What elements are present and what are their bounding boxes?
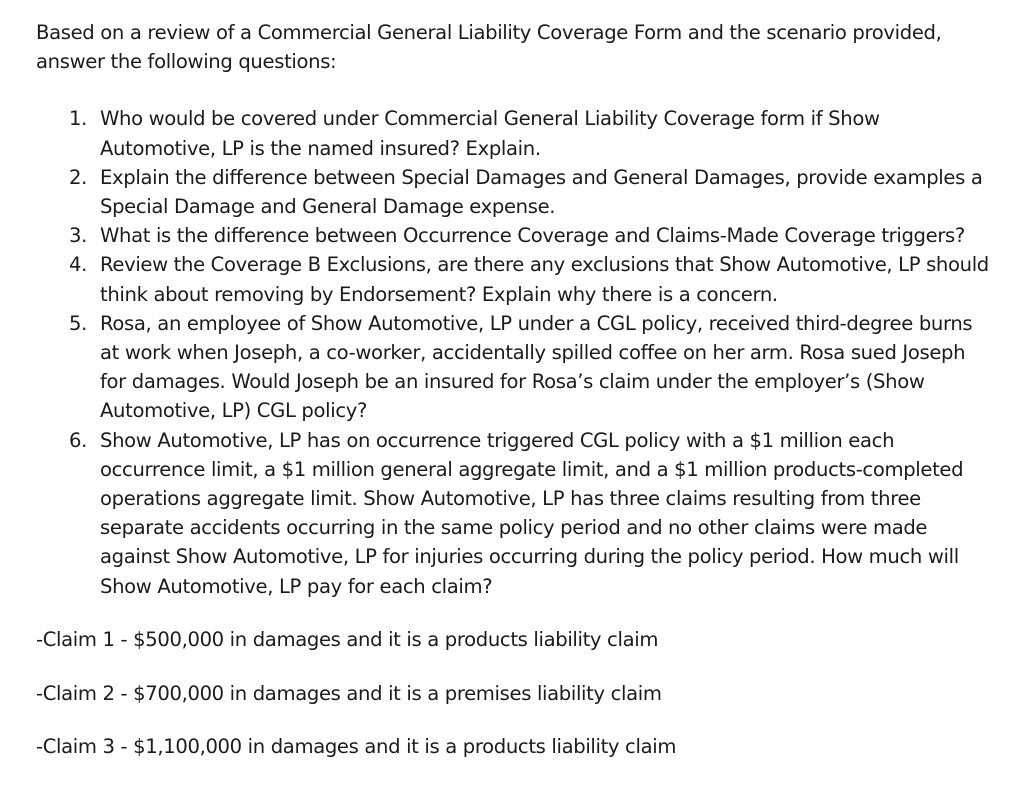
question-number: 5. bbox=[69, 311, 87, 335]
claims-list bbox=[36, 625, 996, 762]
document-page bbox=[36, 18, 996, 786]
question-item bbox=[36, 426, 996, 601]
question-text: Show Automotive, LP has on occurrence triggered CGL policy with a $1 million each occurrence limit, a $1 million general aggregate limit, and a $1 million products-completed operations aggregate limit. Show Automotive, LP has three claims resulting from three separate accidents occurring in the same policy period and no other claims were made against Show Automotive, LP for injuries occurring during the policy period. How much will Show Automotive, LP pay for each claim? bbox=[100, 428, 964, 598]
question-list bbox=[36, 104, 996, 600]
claim-line: -Claim 2 - $700,000 in damages and it is a premises liability claim bbox=[36, 681, 662, 705]
question-number: 6. bbox=[69, 428, 87, 452]
question-number: 1. bbox=[69, 107, 87, 131]
question-item bbox=[36, 250, 996, 308]
question-item bbox=[36, 221, 996, 250]
intro-paragraph: Based on a review of a Commercial General Liability Coverage Form and the scenario provided, answer the following questions: bbox=[36, 21, 942, 74]
claim-line: -Claim 3 - $1,100,000 in damages and it is a products liability claim bbox=[36, 735, 677, 759]
question-text: Rosa, an employee of Show Automotive, LP under a CGL policy, received third-degree burns at work when Joseph, a co-worker, accidentally spilled coffee on her arm. Rosa sued Joseph for damages. Would Joseph be an insured for Rosa’s claim under the employer’s (Show Automotive, LP) CGL policy? bbox=[100, 311, 973, 423]
question-text: What is the difference between Occurrence Coverage and Claims-Made Coverage triggers? bbox=[100, 224, 965, 248]
question-text: Who would be covered under Commercial General Liability Coverage form if Show Automotive, LP is the named insured? Explain. bbox=[100, 107, 880, 160]
question-item bbox=[36, 104, 996, 162]
question-text: Explain the difference between Special Damages and General Damages, provide examples a Special Damage and General Damage expense. bbox=[100, 165, 983, 219]
question-number: 4. bbox=[69, 253, 87, 277]
question-number: 2. bbox=[69, 165, 87, 189]
question-item bbox=[36, 309, 996, 426]
question-item bbox=[36, 163, 996, 221]
claim-line: -Claim 1 - $500,000 in damages and it is a products liability claim bbox=[36, 627, 659, 651]
question-number: 3. bbox=[69, 224, 87, 248]
question-text: Review the Coverage B Exclusions, are there any exclusions that Show Automotive, LP should think about removing by Endorsement? Explain why there is a concern. bbox=[100, 253, 989, 306]
